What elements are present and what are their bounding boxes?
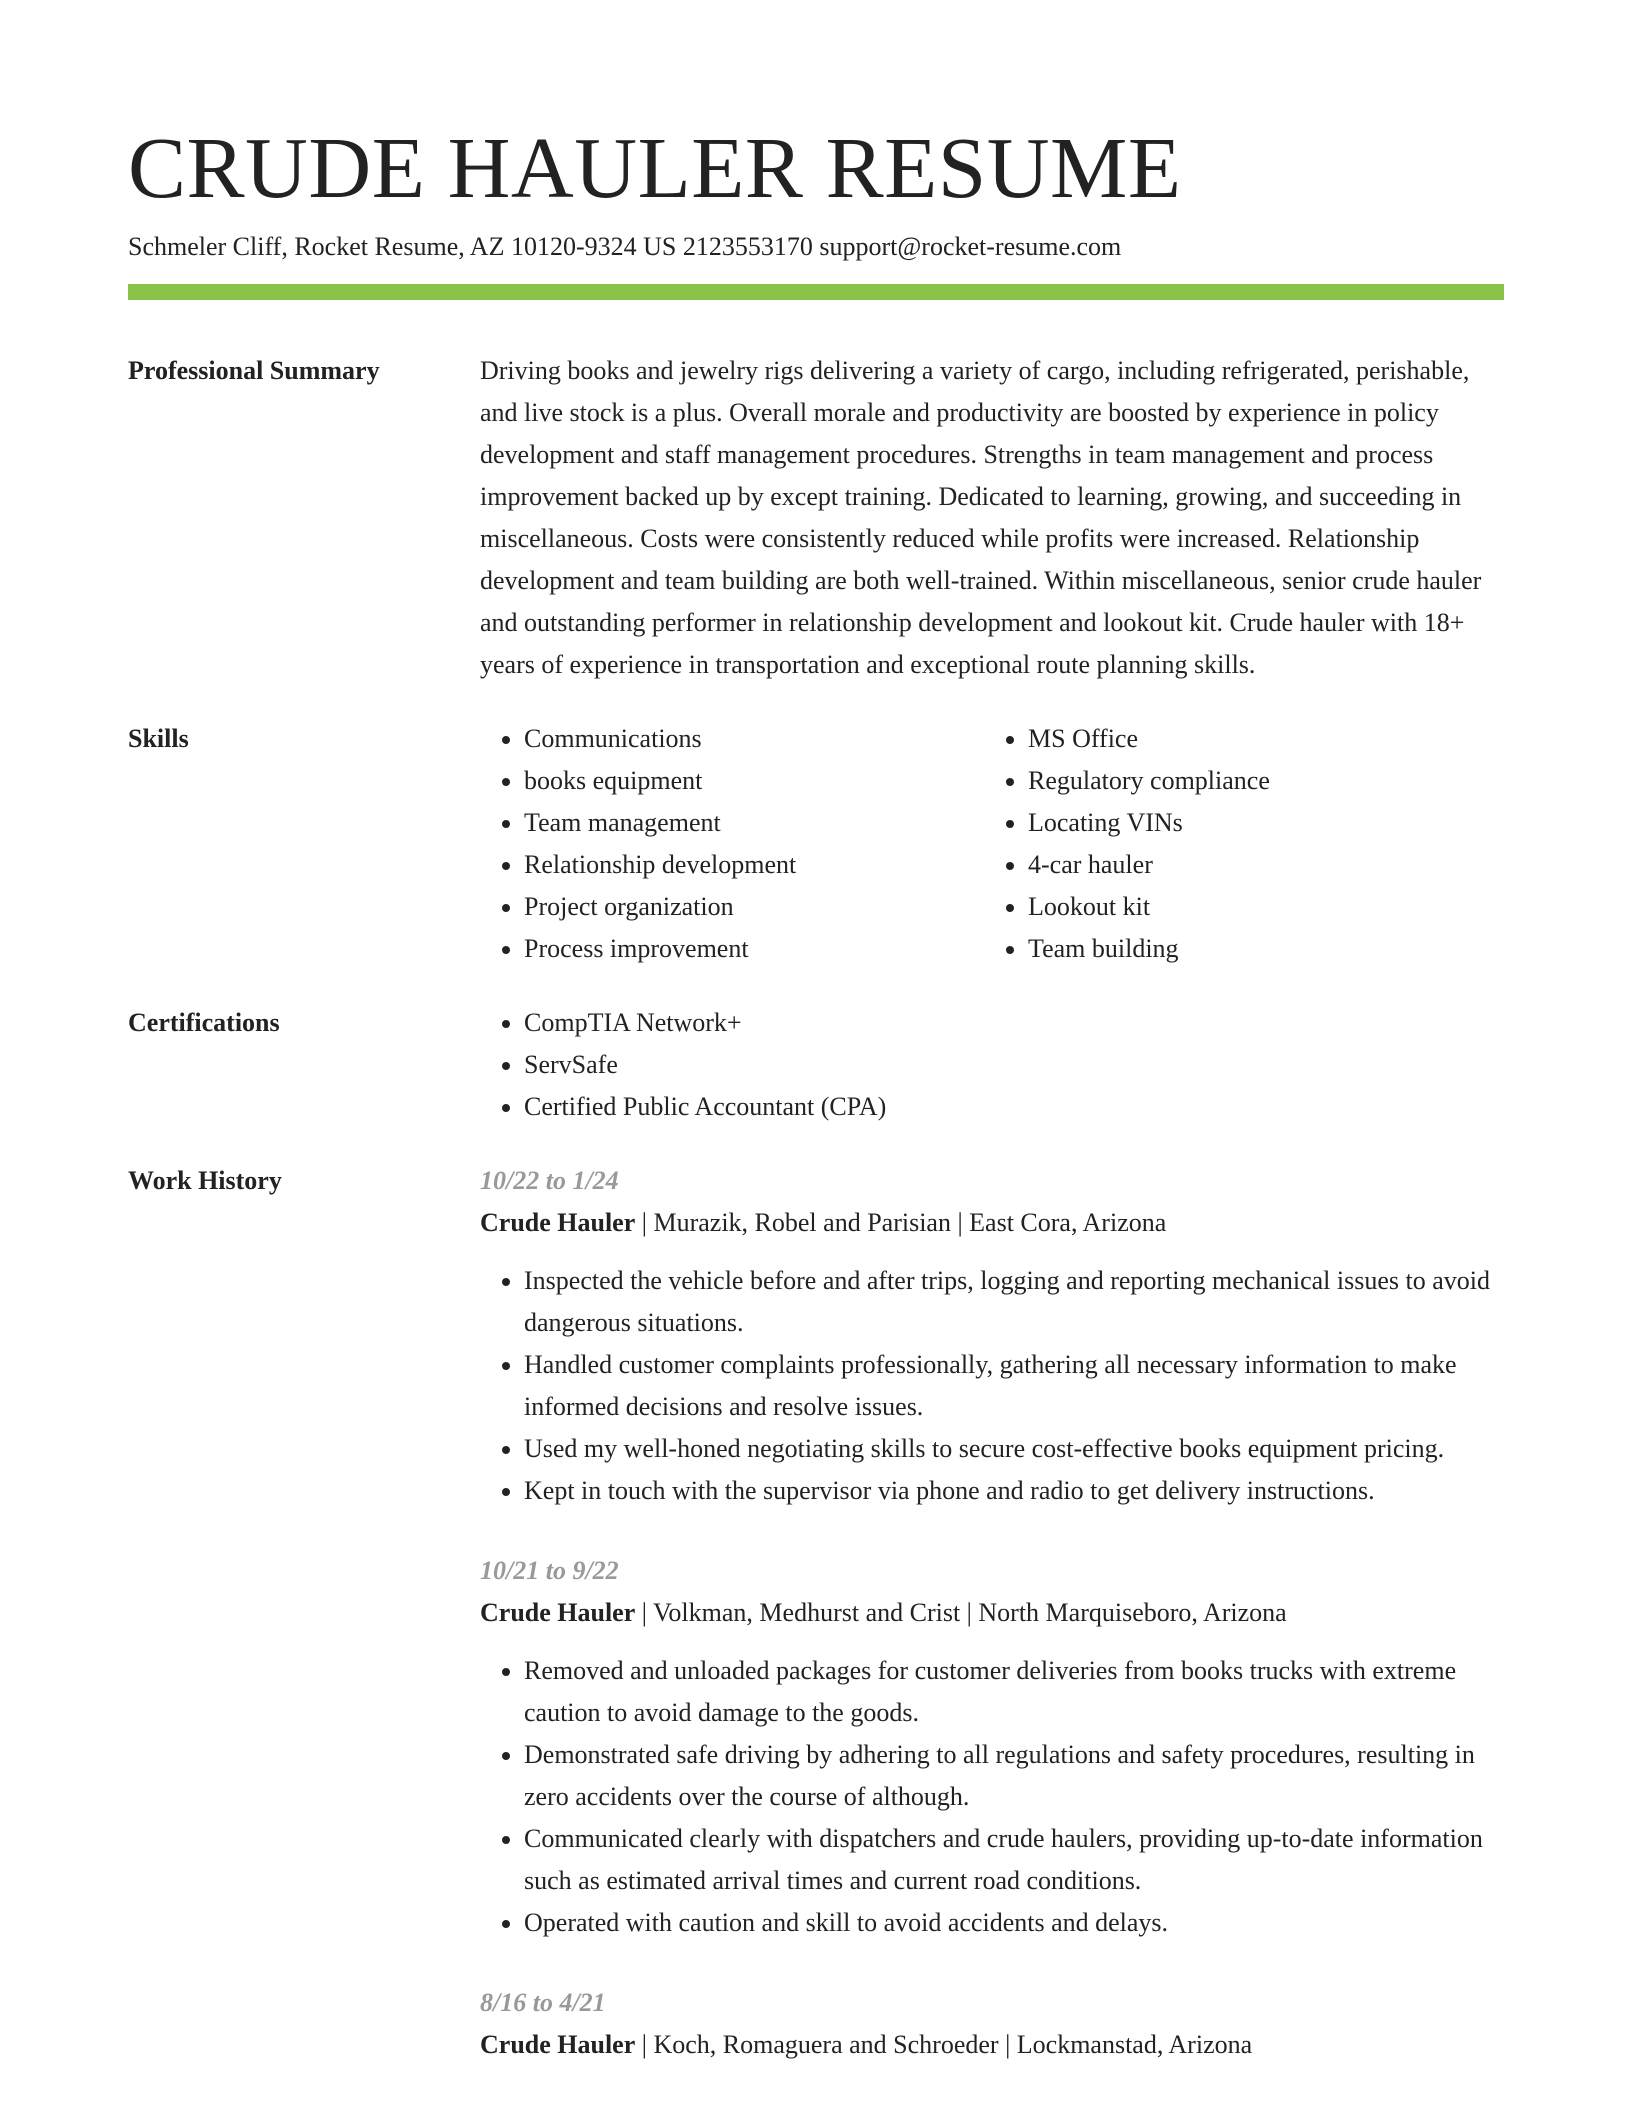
section-label-work-history: Work History [128,1166,282,1195]
skill-item: • Communications [524,718,984,760]
job-details: | Volkman, Medhurst and Crist | North Marquiseboro, Arizona [635,1598,1287,1627]
skills-list-left [480,718,984,970]
accent-divider [128,284,1504,300]
job-heading [480,1592,1504,1634]
work-history-body [480,1160,1504,2104]
skills-list-right [984,718,1488,970]
job-bullet: • Used my well-honed negotiating skills to secure cost-effective books equipment pricing. [524,1428,1504,1470]
skill-item: • MS Office [1028,718,1488,760]
skill-item: • Team building [1028,928,1488,970]
skill-item: • Relationship development [524,844,984,886]
certifications-list [480,1002,1504,1128]
job-bullet: • Handled customer complaints professionally, gathering all necessary information to make informed decisions and resolve issues. [524,1344,1504,1428]
certifications-section [128,1002,1504,1128]
skill-item: • 4-car hauler [1028,844,1488,886]
certification-item: • Certified Public Accountant (CPA) [524,1086,1504,1128]
job-details: | Murazik, Robel and Parisian | East Cora, Arizona [635,1208,1167,1237]
job-title: Crude Hauler [480,2030,636,2059]
skill-item: • books equipment [524,760,984,802]
resume-page [128,0,1504,2104]
job-bullet-list [480,1260,1504,1512]
contact-line: Schmeler Cliff, Rocket Resume, AZ 10120-9324 US 2123553170 support@rocket-resume.com [128,232,1122,261]
skill-item: • Project organization [524,886,984,928]
job-details: | Koch, Romaguera and Schroeder | Lockmanstad, Arizona [635,2030,1253,2059]
job-bullet: • Operated with caution and skill to avoid accidents and delays. [524,1902,1504,1944]
job-bullet: • Demonstrated safe driving by adhering to all regulations and safety procedures, resulting in zero accidents over the course of although. [524,1734,1504,1818]
job-heading [480,2024,1504,2066]
job-bullet: • Kept in touch with the supervisor via phone and radio to get delivery instructions. [524,1470,1504,1512]
skill-item: • Process improvement [524,928,984,970]
section-label-summary: Professional Summary [128,356,380,385]
job-dates: 10/21 to 9/22 [480,1556,619,1585]
job-entry [480,1550,1504,1944]
summary-section [128,350,1504,686]
job-dates: 8/16 to 4/21 [480,1988,606,2017]
job-bullet-list [480,1650,1504,1944]
job-dates: 10/22 to 1/24 [480,1166,619,1195]
skills-section [128,718,1504,970]
job-heading [480,1202,1504,1244]
job-entry [480,1982,1504,2066]
skill-item: • Team management [524,802,984,844]
summary-text: Driving books and jewelry rigs delivering a variety of cargo, including refrigerated, perishable, and live stock is a plus. Overall morale and productivity are boosted by experience in policy development and staff management procedures. Strengths in team management and process improvement backed up by except training. Dedicated to learning, growing, and succeeding in miscellaneous. Costs were consistently reduced while profits were increased. Relationship development and team building are both well-trained. Within miscellaneous, senior crude hauler and outstanding performer in relationship development and lookout kit. Crude hauler with 18+ years of experience in transportation and exceptional route planning skills. [480,356,1482,679]
skill-item: • Regulatory compliance [1028,760,1488,802]
job-title: Crude Hauler [480,1208,636,1237]
resume-title: CRUDE HAULER RESUME [128,119,1182,216]
job-entry [480,1160,1504,1512]
skill-item: • Locating VINs [1028,802,1488,844]
skills-columns [480,718,1504,970]
job-bullet: • Inspected the vehicle before and after trips, logging and reporting mechanical issues to avoid dangerous situations. [524,1260,1504,1344]
section-label-certifications: Certifications [128,1008,280,1037]
certification-item: • CompTIA Network+ [524,1002,1504,1044]
certifications-body [480,1002,1504,1128]
job-bullet: • Removed and unloaded packages for customer deliveries from books trucks with extreme caution to avoid damage to the goods. [524,1650,1504,1734]
section-label-skills: Skills [128,724,189,753]
skill-item: • Lookout kit [1028,886,1488,928]
job-title: Crude Hauler [480,1598,636,1627]
job-bullet: • Communicated clearly with dispatchers and crude haulers, providing up-to-date information such as estimated arrival times and current road conditions. [524,1818,1504,1902]
certification-item: • ServSafe [524,1044,1504,1086]
work-history-section [128,1160,1504,2104]
